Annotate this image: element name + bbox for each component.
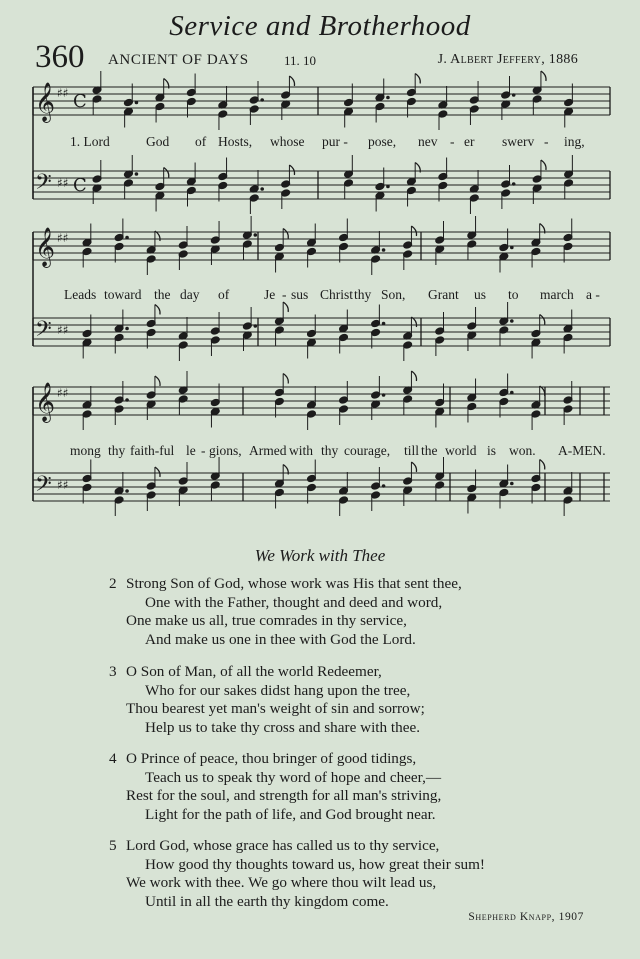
flag-icon	[540, 315, 545, 325]
lyric-word: ing,	[564, 134, 585, 149]
flag-icon	[415, 74, 420, 84]
lyric-word: of	[195, 134, 207, 149]
lyric-word: nev	[418, 134, 438, 149]
stanza	[109, 837, 485, 911]
lyric-word: le	[186, 443, 196, 458]
dot-icon	[511, 391, 514, 394]
lyric-word: with	[289, 443, 314, 458]
lyric-word: courage,	[344, 443, 391, 458]
flag-icon	[411, 371, 416, 381]
tune-name: ANCIENT OF DAYS	[108, 52, 249, 68]
dot-icon	[135, 173, 138, 176]
flag-icon	[283, 229, 288, 239]
lyric-word: world	[445, 443, 477, 458]
flag-icon	[155, 376, 160, 386]
stanza-line: O Son of Man, of all the world Redeemer,	[126, 663, 382, 680]
flag-icon	[289, 76, 294, 86]
lyric-word: Hosts,	[218, 134, 253, 149]
lyric-word: Leads	[64, 287, 97, 302]
treble-clef-icon: 𝄞	[35, 227, 56, 267]
lyric-word: thy	[108, 443, 126, 458]
lyric-word: -	[201, 443, 206, 458]
lyric-word: of	[218, 287, 230, 302]
stanza-line: Rest for the soul, and strength for all man's striving,	[126, 787, 442, 805]
flag-icon	[283, 374, 288, 384]
stanza-number: 2	[109, 575, 117, 592]
flag-icon	[540, 460, 545, 470]
lyric-word: the	[154, 287, 171, 302]
lyric-word: us	[474, 287, 487, 302]
dot-icon	[382, 322, 385, 325]
treble-clef-icon: 𝄞	[35, 82, 56, 122]
dot-icon	[512, 94, 515, 97]
stanza-line: How good thy thoughts toward us, how great their sum!	[145, 855, 485, 873]
dot-icon	[126, 399, 129, 402]
stanza-line: Thou bearest yet man's weight of sin and sorrow;	[126, 700, 425, 718]
stanza-line: Lord God, whose grace has called us to thy service,	[126, 837, 440, 854]
lyric-word: Son,	[381, 287, 406, 302]
dot-icon	[126, 490, 129, 493]
composer: J. Albert Jeffery, 1886	[437, 52, 578, 67]
lyric-word: toward	[104, 287, 142, 302]
flag-icon	[541, 160, 546, 170]
stanza-line: Strong Son of God, whose work was His that sent thee,	[126, 575, 462, 592]
lyrics-system-2	[0, 287, 640, 305]
lyric-word: pur -	[322, 134, 348, 149]
dot-icon	[512, 183, 515, 186]
dot-icon	[511, 320, 514, 323]
lyric-word: is	[487, 443, 497, 458]
lyric-word: sus	[291, 287, 309, 302]
lyrics-system-3	[0, 443, 640, 461]
text-author: Shepherd Knapp, 1907	[468, 911, 584, 923]
key-signature-icon: ♯♯	[57, 86, 69, 100]
lyric-word: 1. Lord	[70, 134, 110, 149]
dot-icon	[126, 327, 129, 330]
lyrics-system-1	[0, 134, 640, 152]
lyric-word: the	[421, 443, 438, 458]
dot-icon	[254, 325, 257, 328]
lyric-word: march	[540, 287, 574, 302]
lyric-word: day	[180, 287, 200, 302]
flag-icon	[155, 305, 160, 315]
flag-icon	[541, 71, 546, 81]
flag-icon	[411, 462, 416, 472]
stanza-line: O Prince of peace, thou bringer of good tidings,	[126, 750, 417, 767]
dot-icon	[135, 101, 138, 104]
lyric-word: swerv	[502, 134, 535, 149]
key-signature-icon: ♯♯	[57, 478, 69, 492]
lyric-word: gions,	[209, 443, 242, 458]
lyric-word: to	[508, 287, 519, 302]
dot-icon	[382, 394, 385, 397]
stanza	[109, 663, 425, 737]
flag-icon	[289, 165, 294, 175]
key-signature-icon: ♯♯	[57, 176, 69, 190]
stanza-line: Help us to take thy cross and share with thee.	[145, 718, 420, 736]
stanza-line: And make us one in thee with God the Lord.	[145, 630, 416, 648]
hymn-number: 360	[35, 39, 85, 75]
dot-icon	[382, 249, 385, 252]
stanza-line: Who for our sakes didst hang upon the tree,	[145, 681, 411, 699]
hymn-text-title: We Work with Thee	[254, 546, 386, 565]
lyric-word: pose,	[368, 134, 397, 149]
lyric-word: mong	[70, 443, 101, 458]
dot-icon	[387, 96, 390, 99]
section-title: Service and Brotherhood	[169, 10, 471, 42]
lyric-word: whose	[270, 134, 305, 149]
dot-icon	[387, 185, 390, 188]
lyric-word: er	[464, 134, 475, 149]
flag-icon	[155, 467, 160, 477]
dot-icon	[511, 482, 514, 485]
lyric-word: Christ	[320, 287, 354, 302]
dot-icon	[254, 234, 257, 237]
lyric-word: -	[282, 287, 287, 302]
stanza	[109, 575, 462, 649]
dot-icon	[261, 188, 264, 191]
stanza-number: 4	[109, 750, 117, 767]
dot-icon	[126, 236, 129, 239]
bass-clef-icon: 𝄢	[35, 317, 52, 347]
time-signature-icon: C	[73, 175, 87, 196]
lyric-word: till	[404, 443, 420, 458]
meter: 11. 10	[284, 53, 317, 68]
lyric-word: God	[146, 134, 170, 149]
lyric-word: thy	[321, 443, 339, 458]
stanza	[109, 750, 441, 824]
dot-icon	[261, 99, 264, 102]
lyric-word: faith-ful	[130, 443, 175, 458]
lyric-word: a -	[586, 287, 600, 302]
flag-icon	[411, 226, 416, 236]
stanza-line: Light for the path of life, and God brought near.	[145, 805, 436, 823]
key-signature-icon: ♯♯	[57, 323, 69, 337]
lyric-word: -	[450, 134, 455, 149]
time-signature-icon: C	[73, 91, 87, 112]
lyric-word: -	[544, 134, 549, 149]
dot-icon	[382, 485, 385, 488]
lyric-word: thy	[354, 287, 372, 302]
key-signature-icon: ♯♯	[57, 386, 69, 400]
treble-clef-icon: 𝄞	[35, 382, 56, 422]
stanza-number: 5	[109, 837, 117, 854]
key-signature-icon: ♯♯	[57, 231, 69, 245]
lyric-word: Grant	[428, 287, 459, 302]
lyric-word: Armed	[249, 443, 287, 458]
stanza-line: One make us all, true comrades in thy service,	[126, 612, 407, 630]
bass-clef-icon: 𝄢	[35, 170, 52, 200]
lyric-word: won.	[509, 443, 536, 458]
lyric-word: Je	[264, 287, 276, 302]
stanza-line: We work with thee. We go where thou wilt lead us,	[126, 874, 437, 892]
stanza-line: One with the Father, thought and deed and word,	[145, 593, 443, 611]
stanza-line: Until in all the earth thy kingdom come.	[145, 892, 389, 910]
lyric-word: A-MEN.	[558, 443, 606, 458]
flag-icon	[164, 168, 169, 178]
stanza-number: 3	[109, 663, 117, 680]
stanza-line: Teach us to speak thy word of hope and cheer,—	[145, 768, 442, 786]
dot-icon	[511, 246, 514, 249]
bass-clef-icon: 𝄢	[35, 472, 52, 502]
